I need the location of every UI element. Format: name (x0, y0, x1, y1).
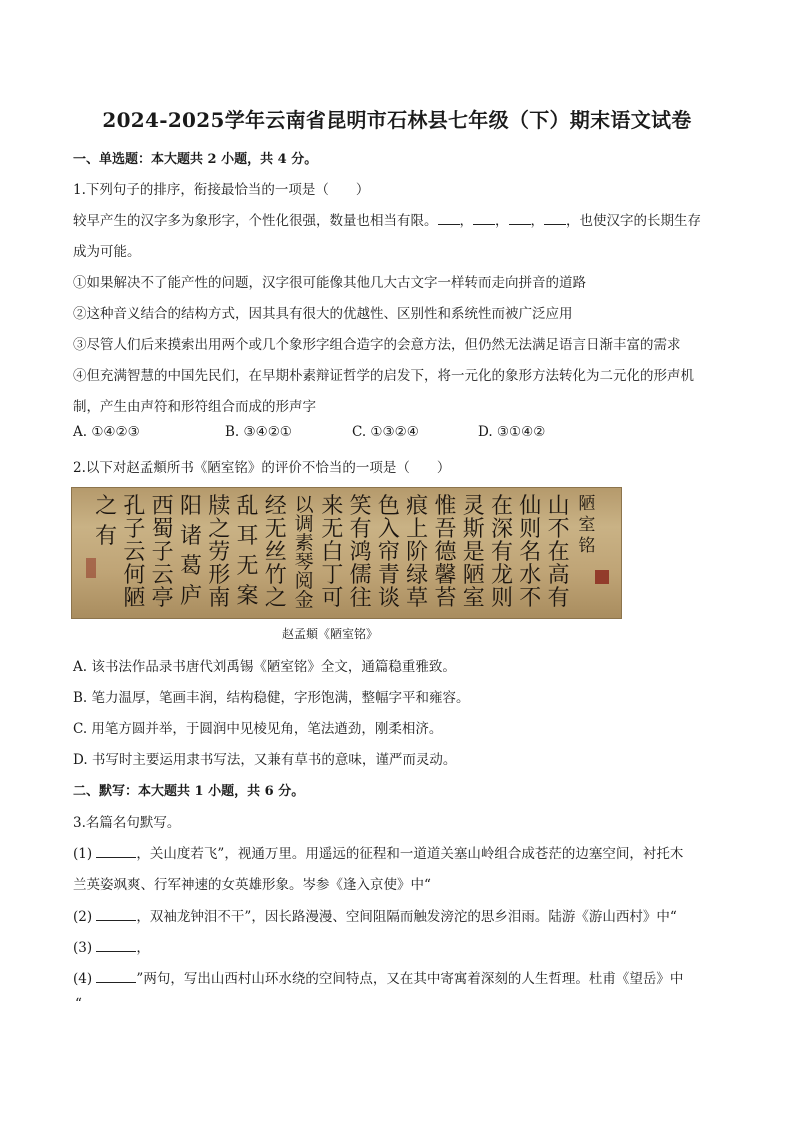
calligraphy-character: 形 (208, 563, 231, 588)
calligraphy-character: 吾 (434, 517, 457, 542)
option-d[interactable]: D. ③①④② (478, 424, 546, 440)
calligraphy-character: 绿 (406, 563, 429, 588)
calligraphy-character: 葛 (179, 554, 202, 579)
calligraphy-character: 入 (377, 517, 400, 542)
calligraphy-character: 调 (294, 513, 314, 535)
calligraphy-character: 有 (547, 586, 570, 611)
calligraphy-character: 陋 (462, 563, 485, 588)
sentence-4-cont: 制，产生由声符和形符组合而成的形声字 (73, 399, 316, 415)
calligraphy-column (148, 496, 178, 610)
calligraphy-character: 无 (264, 517, 287, 542)
calligraphy-character: 往 (349, 586, 372, 611)
fill-blank (438, 224, 460, 225)
calligraphy-column (374, 496, 404, 610)
calligraphy-character: 馨 (434, 563, 457, 588)
calligraphy-character: 灵 (462, 494, 485, 519)
sentence-3: ③尽管人们后来摸索出用两个或几个象形字组合造字的会意方法，但仍然无法满足语言日渐丰富的需求 (73, 337, 681, 353)
calligraphy-character: 南 (208, 586, 231, 611)
calligraphy-column (515, 496, 545, 610)
calligraphy-character: 琴 (294, 551, 314, 573)
calligraphy-character: 是 (462, 540, 485, 565)
calligraphy-character: 西 (151, 494, 174, 519)
sentence-1: ①如果解决不了能产性的问题，汉字很可能像其他几大古文字一样转而走向拼音的道路 (73, 275, 586, 291)
calligraphy-character: 庐 (179, 584, 202, 609)
calligraphy-character: 则 (491, 586, 514, 611)
calligraphy-character: 云 (151, 563, 174, 588)
calligraphy-column (261, 496, 291, 610)
question-2-option-d[interactable]: D. 书写时主要运用隶书写法，又兼有草书的意味，谨严而灵动。 (73, 752, 457, 768)
question-1-stem: 1.下列句子的排序，衔接最恰当的一项是（ ） (73, 182, 370, 198)
calligraphy-character: 上 (406, 517, 429, 542)
calligraphy-character: 不 (547, 517, 570, 542)
calligraphy-character: 亭 (151, 586, 174, 611)
passage-text: 较早产生的汉字多为象形字，个性化很强，数量也相当有限。 (73, 213, 438, 229)
calligraphy-character: 斯 (462, 517, 485, 542)
calligraphy-character: 在 (491, 494, 514, 519)
calligraphy-character: 帘 (377, 540, 400, 565)
calligraphy-character: 牍 (208, 494, 231, 519)
calligraphy-column (91, 496, 121, 610)
calligraphy-character: 陋 (123, 586, 146, 611)
calligraphy-character: 谈 (377, 586, 400, 611)
calligraphy-character: 儒 (349, 563, 372, 588)
calligraphy-character: 有 (95, 524, 118, 549)
calligraphy-character: 阳 (179, 494, 202, 519)
calligraphy-character: 孔 (123, 494, 146, 519)
calligraphy-character: 以 (294, 494, 314, 516)
calligraphy-character: 德 (434, 540, 457, 565)
calligraphy-character: 之 (208, 517, 231, 542)
calligraphy-character: 铭 (578, 536, 596, 556)
calligraphy-character: 丁 (321, 563, 344, 588)
calligraphy-column (346, 496, 376, 610)
calligraphy-column (233, 496, 263, 610)
calligraphy-image (71, 487, 622, 619)
question-1-passage: 较早产生的汉字多为象形字，个性化很强，数量也相当有限。 ， ， ， ，也使汉字的长期生存 (73, 213, 701, 229)
calligraphy-character: 可 (321, 586, 344, 611)
calligraphy-character: 名 (519, 540, 542, 565)
calligraphy-character: 云 (123, 540, 146, 565)
calligraphy-column (487, 496, 517, 610)
calligraphy-character: 鸿 (349, 540, 372, 565)
calligraphy-character: 阅 (294, 570, 314, 592)
option-b[interactable]: B. ③④②① (225, 424, 292, 440)
calligraphy-character: 诸 (179, 524, 202, 549)
answer-blank[interactable] (96, 920, 136, 921)
calligraphy-character: 痕 (406, 494, 429, 519)
calligraphy-column (544, 496, 574, 610)
calligraphy-character: 苔 (434, 586, 457, 611)
calligraphy-character: 仙 (519, 494, 542, 519)
passage-text: ，也使汉字的长期生存 (566, 213, 701, 229)
calligraphy-character: 白 (321, 540, 344, 565)
calligraphy-character: 在 (547, 540, 570, 565)
exam-title: 2024-2025学年云南省昆明市石林县七年级（下）期末语文试卷 (102, 108, 692, 132)
fill-blank (509, 224, 531, 225)
section-heading-dictation: 二、默写：本大题共 1 小题，共 6 分。 (73, 784, 305, 799)
fill-blank (473, 224, 495, 225)
calligraphy-character: 丝 (264, 540, 287, 565)
calligraphy-character: 来 (321, 494, 344, 519)
dictation-item-1: (1) ，关山度若飞”，视通万里。用遥远的征程和一道道关塞山岭组合成苍茫的边塞空间，衬托木 (73, 846, 684, 862)
calligraphy-character: 耳 (236, 524, 259, 549)
sentence-2: ②这种音义结合的结构方式，因其具有很大的优越性、区别性和系统性而被广泛应用 (73, 306, 573, 322)
calligraphy-character: 山 (547, 494, 570, 519)
dictation-item-3: (3) ， (73, 940, 150, 956)
question-3-stem: 3.名篇名句默写。 (73, 815, 181, 831)
answer-blank[interactable] (96, 982, 136, 983)
calligraphy-character: 无 (236, 554, 259, 579)
calligraphy-character: 有 (491, 540, 514, 565)
calligraphy-character: 阶 (406, 540, 429, 565)
dictation-item-2: (2) ，双袖龙钟泪不干”，因长路漫漫、空间阻隔而触发滂沱的思乡泪雨。陆游《游山西村》中“ (73, 909, 677, 925)
calligraphy-character: 无 (321, 517, 344, 542)
calligraphy-character: 金 (294, 589, 314, 611)
calligraphy-character: 案 (236, 584, 259, 609)
calligraphy-character: 青 (377, 563, 400, 588)
calligraphy-character: 子 (123, 517, 146, 542)
calligraphy-column (430, 496, 460, 610)
image-caption: 赵孟頫《陋室铭》 (281, 627, 378, 641)
calligraphy-character: 龙 (491, 563, 514, 588)
option-a[interactable]: A. ①④②③ (73, 424, 140, 440)
option-c[interactable]: C. ①③②④ (352, 424, 419, 440)
question-2-stem: 2.以下对赵孟頫所书《陋室铭》的评价不恰当的一项是（ ） (73, 460, 451, 476)
calligraphy-character: 素 (294, 532, 314, 554)
answer-blank[interactable] (96, 857, 136, 858)
calligraphy-column (119, 496, 149, 610)
sentence-4: ④但充满智慧的中国先民们，在早期朴素辩证哲学的启发下，将一元化的象形方法转化为二元化的形声机 (73, 368, 694, 384)
calligraphy-character: 高 (547, 563, 570, 588)
dictation-item-4-cont: “ (75, 996, 82, 1012)
calligraphy-character: 则 (519, 517, 542, 542)
question-2-option-c[interactable]: C. 用笔方圆并举，于圆润中见棱见角，笔法遒劲，刚柔相济。 (73, 721, 443, 737)
calligraphy-character: 深 (491, 517, 514, 542)
calligraphy-character: 竹 (264, 563, 287, 588)
calligraphy-column (176, 496, 206, 610)
calligraphy-character: 不 (519, 586, 542, 611)
calligraphy-character: 何 (123, 563, 146, 588)
calligraphy-column (459, 496, 489, 610)
calligraphy-character: 水 (519, 563, 542, 588)
calligraphy-character: 蜀 (151, 517, 174, 542)
calligraphy-character: 草 (406, 586, 429, 611)
calligraphy-column (402, 496, 432, 610)
dictation-item-1-cont: 兰英姿飒爽、行军神速的女英雄形象。岑参《逢入京使》中“ (73, 877, 431, 893)
calligraphy-column (204, 496, 234, 610)
calligraphy-character: 子 (151, 540, 174, 565)
calligraphy-column (289, 496, 319, 610)
question-1-passage-cont: 成为可能。 (73, 244, 141, 260)
dictation-item-4: (4) ”两句，写出山西村山环水绕的空间特点，又在其中寄寓着深刻的人生哲理。杜甫《望岳》中 (73, 971, 684, 987)
calligraphy-character: 有 (349, 517, 372, 542)
calligraphy-character: 室 (462, 586, 485, 611)
calligraphy-character: 之 (95, 494, 118, 519)
question-2-option-b[interactable]: B. 笔力温厚，笔画丰润，结构稳健，字形饱满，整幅字平和雍容。 (73, 690, 470, 706)
section-heading-single-choice: 一、单选题：本大题共 2 小题，共 4 分。 (73, 152, 318, 167)
question-2-option-a[interactable]: A. 该书法作品录书唐代刘禹锡《陋室铭》全文，通篇稳重雅致。 (73, 659, 456, 675)
answer-blank[interactable] (96, 951, 136, 952)
calligraphy-character: 笑 (349, 494, 372, 519)
calligraphy-character: 室 (578, 515, 596, 535)
calligraphy-character: 惟 (434, 494, 457, 519)
calligraphy-character: 经 (264, 494, 287, 519)
calligraphy-title-column (572, 496, 602, 610)
calligraphy-character: 乱 (236, 494, 259, 519)
calligraphy-character: 色 (377, 494, 400, 519)
calligraphy-column (317, 496, 347, 610)
calligraphy-character: 之 (264, 586, 287, 611)
calligraphy-character: 陋 (578, 494, 596, 514)
fill-blank (544, 224, 566, 225)
calligraphy-character: 劳 (208, 540, 231, 565)
